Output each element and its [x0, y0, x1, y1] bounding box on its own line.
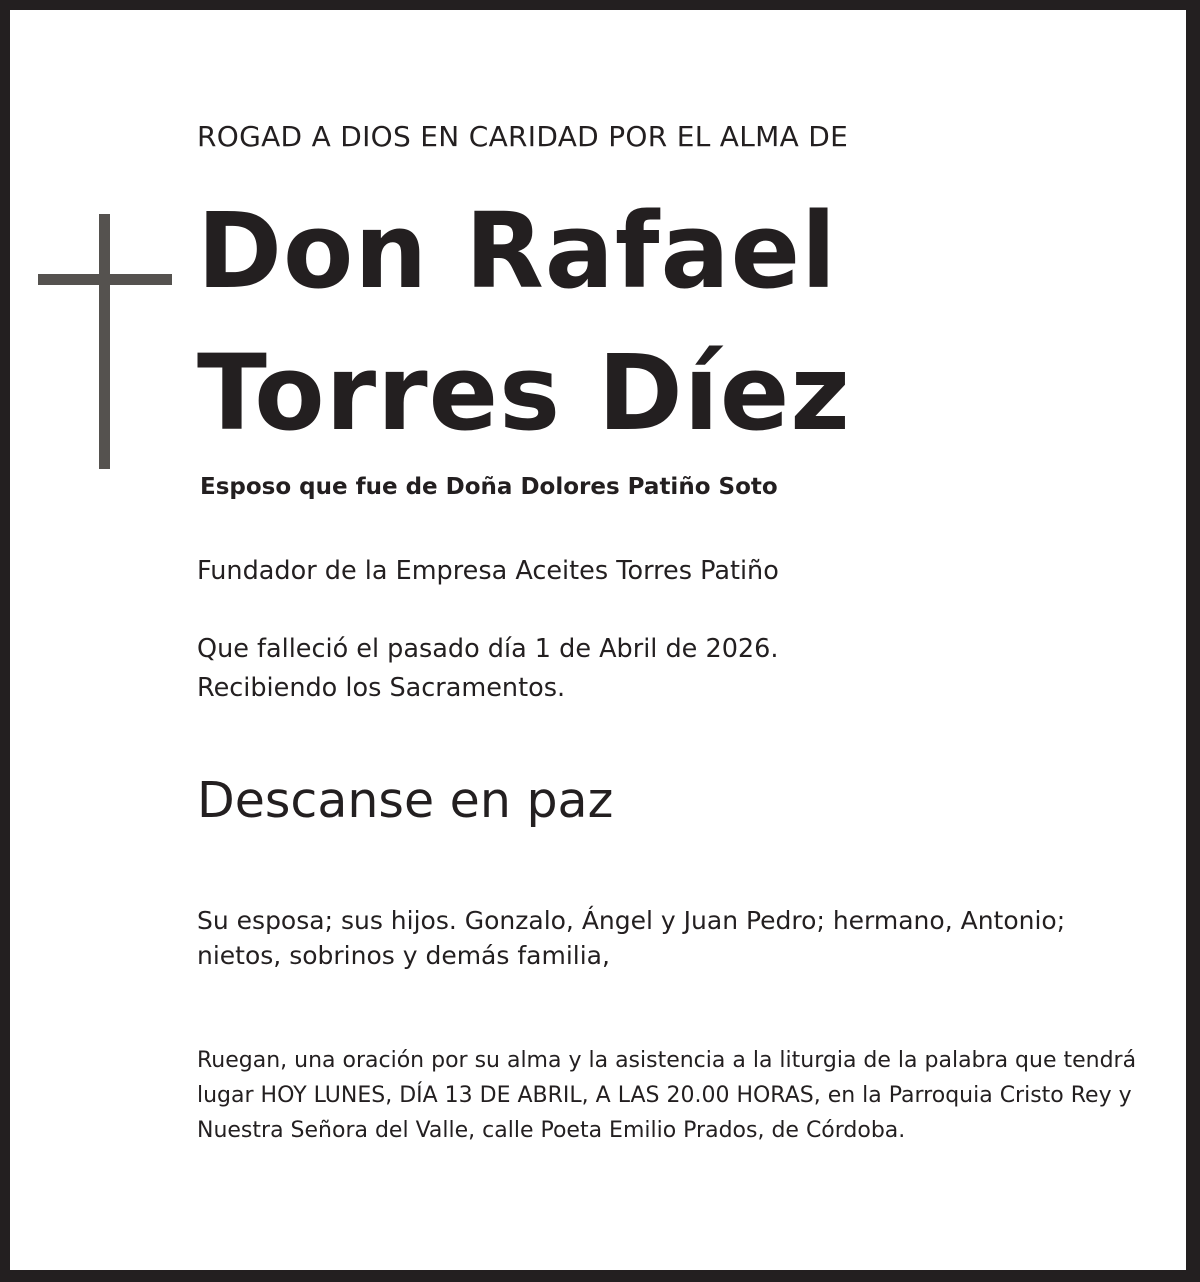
- prayer-line3: Nuestra Señora del Valle, calle Poeta Emilio Prados, de Córdoba.: [197, 1118, 906, 1143]
- notice-heading: ROGAD A DIOS EN CARIDAD POR EL ALMA DE: [197, 120, 849, 153]
- family-paragraph: [197, 903, 1065, 973]
- prayer-paragraph: [197, 1043, 1136, 1148]
- deceased-name-line2: Torres Díez: [197, 332, 851, 454]
- cross-horizontal-bar: [38, 274, 172, 285]
- prayer-line2: lugar HOY LUNES, DÍA 13 DE ABRIL, A LAS 20.00 HORAS, en la Parroquia Cristo Rey y: [197, 1083, 1132, 1108]
- death-line2: Recibiendo los Sacramentos.: [197, 673, 566, 703]
- spouse-line: Esposo que fue de Doña Dolores Patiño Soto: [200, 474, 778, 500]
- deceased-name: [197, 180, 851, 464]
- family-line2: nietos, sobrinos y demás familia,: [197, 941, 610, 970]
- family-line1: Su esposa; sus hijos. Gonzalo, Ángel y Juan Pedro; hermano, Antonio;: [197, 906, 1066, 935]
- cross-vertical-bar: [99, 214, 110, 469]
- obituary-notice: [10, 10, 1186, 1270]
- death-notice: [197, 630, 778, 708]
- deceased-name-line1: Don Rafael: [197, 190, 838, 312]
- death-line1: Que falleció el pasado día 1 de Abril de 2026.: [197, 634, 779, 664]
- founder-line: Fundador de la Empresa Aceites Torres Patiño: [197, 556, 779, 586]
- prayer-line1: Ruegan, una oración por su alma y la asistencia a la liturgia de la palabra que tendrá: [197, 1048, 1137, 1073]
- rest-in-peace: Descanse en paz: [197, 772, 614, 829]
